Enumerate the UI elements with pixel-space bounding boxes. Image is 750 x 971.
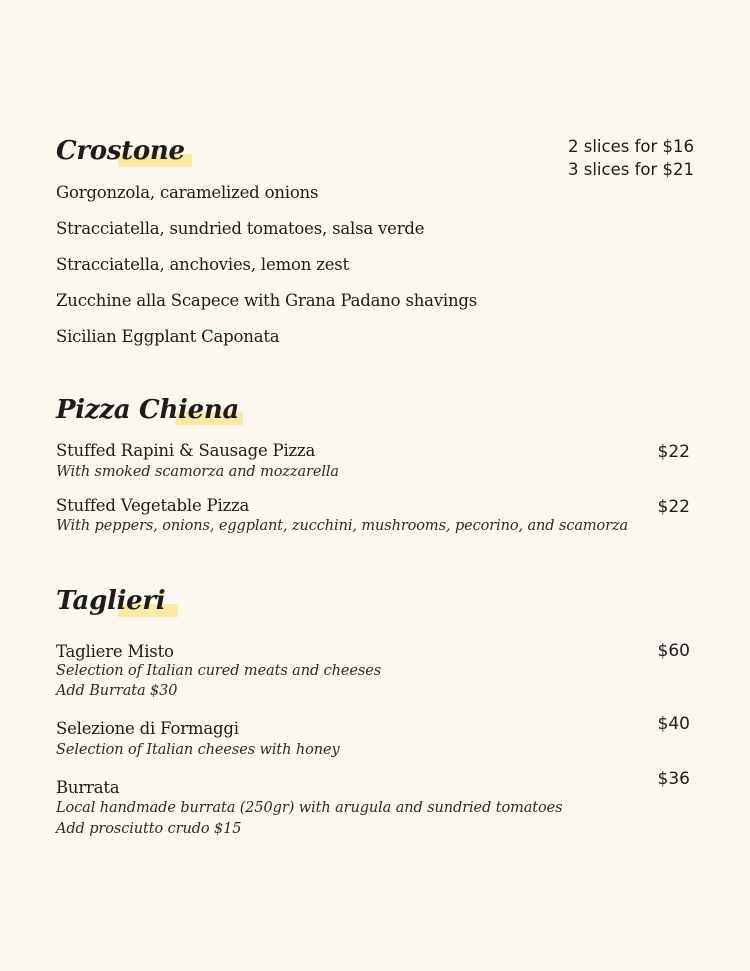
taglieri-item-description: Local handmade burrata (250gr) with arugula and sundried tomatoes <box>56 800 563 816</box>
taglieri-item-addon: Add Burrata $30 <box>56 683 178 699</box>
taglieri-item-description: Selection of Italian cheeses with honey <box>56 742 340 758</box>
crostone-item: Sicilian Eggplant Caponata <box>56 327 280 346</box>
crostone-item: Stracciatella, sundried tomatoes, salsa verde <box>56 219 425 238</box>
taglieri-item-price: $60 <box>657 641 690 661</box>
crostone-three-slice-price: 3 slices for $21 <box>568 160 694 179</box>
taglieri-item-name: Tagliere Misto <box>56 642 174 661</box>
crostone-title: Crostone <box>56 136 185 166</box>
taglieri-item-name: Selezione di Formaggi <box>56 719 239 738</box>
taglieri-item-name: Burrata <box>56 778 120 797</box>
crostone-item: Zucchine alla Scapece with Grana Padano shavings <box>56 291 478 310</box>
pizza-item-description: With peppers, onions, eggplant, zucchini, mushrooms, pecorino, and scamorza <box>56 518 629 534</box>
taglieri-item-description: Selection of Italian cured meats and cheeses <box>56 663 382 679</box>
crostone-item: Stracciatella, anchovies, lemon zest <box>56 255 349 274</box>
pizza-item-name: Stuffed Rapini & Sausage Pizza <box>56 441 316 460</box>
crostone-two-slice-price: 2 slices for $16 <box>568 137 694 156</box>
pizza-item-description: With smoked scamorza and mozzarella <box>56 464 339 480</box>
taglieri-item-price: $40 <box>657 714 690 734</box>
pizza-item-price: $22 <box>657 497 690 517</box>
pizza-item-name: Stuffed Vegetable Pizza <box>56 496 250 515</box>
taglieri-item-price: $36 <box>657 769 690 789</box>
pizza-item-price: $22 <box>657 442 690 462</box>
taglieri-title: Taglieri <box>56 586 166 616</box>
crostone-item: Gorgonzola, caramelized onions <box>56 183 319 202</box>
pizza-title: Pizza Chiena <box>56 395 240 425</box>
taglieri-item-addon: Add prosciutto crudo $15 <box>56 821 242 837</box>
